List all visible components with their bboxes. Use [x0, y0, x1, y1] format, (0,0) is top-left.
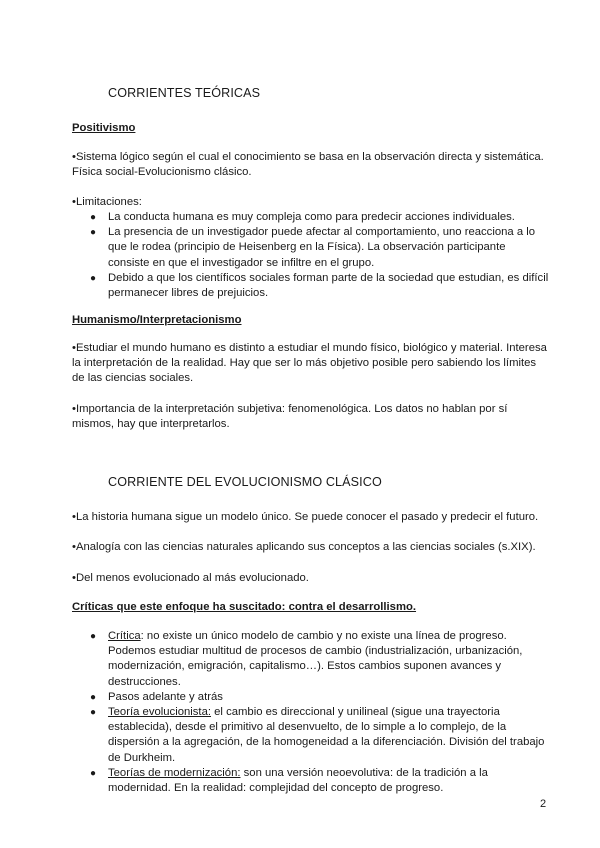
list-item: ● Crítica: no existe un único modelo de cambio y no existe una línea de progreso. Podemos estudiar multitud de procesos de cambio (industrialización, urbanización, modernización, emigración, capitalismo…). Estos cambios suponen avances y destrucciones.	[90, 630, 523, 688]
limitaciones-list	[0, 210, 550, 301]
evolucionismo-p2: •Analogía con las ciencias naturales aplicando sus conceptos a las ciencias sociales (s.XIX).	[72, 541, 536, 553]
evolucionismo-p1: •La historia humana sigue un modelo único. Se puede conocer el pasado y predecir el futuro.	[72, 511, 539, 523]
criticas-list	[0, 629, 550, 796]
positivismo-intro: •Sistema lógico según el cual el conocimiento se basa en la observación directa y sistemática. Física social-Evolucionismo clásico.	[72, 151, 544, 179]
bullet-icon: ●	[90, 227, 97, 239]
list-item: ● Pasos adelante y atrás	[0, 690, 550, 705]
bullet-icon: ●	[90, 707, 97, 719]
heading-corrientes-teoricas: CORRIENTES TEÓRICAS	[108, 86, 261, 100]
humanismo-p2: •Importancia de la interpretación subjetiva: fenomenológica. Los datos no hablan por sí mismos, hay que interpretarlos.	[72, 403, 508, 431]
list-item: ● Teorías de modernización: son una versión neoevolutiva: de la tradición a la modernidad. En la realidad: complejidad del concepto de progreso.	[90, 766, 488, 795]
list-item: ● Teoría evolucionista: el cambio es direccional y unilineal (sigue una trayectoria establecida), desde el primitivo al desenvuelto, de lo simple a lo complejo, de la dispersión a la agregación, de la homogeneidad a la diferenciación. División del trabajo de Durkheim.	[90, 706, 545, 764]
list-item: ● Debido a que los científicos sociales forman parte de la sociedad que estudian, es difícil permanecer libres de prejuicios.	[90, 271, 549, 300]
section-title-positivismo: Positivismo	[72, 122, 136, 134]
bullet-icon: ●	[90, 272, 97, 284]
bullet-icon: ●	[90, 631, 97, 642]
evolucionismo-p3: •Del menos evolucionado al más evolucionado.	[72, 572, 309, 584]
section-title-criticas: Críticas que este enfoque ha suscitado: contra el desarrollismo.	[72, 601, 417, 613]
bullet-icon: ●	[90, 767, 97, 779]
list-item: ● La presencia de un investigador puede afectar al comportamiento, uno reacciona a lo que le rodea (principio de Heisenberg en la Física). La observación participante consiste en que el investigador se infiltre en el grupo.	[90, 226, 536, 269]
section-title-humanismo: Humanismo/Interpretacionismo	[72, 314, 242, 326]
limitaciones-label: •Limitaciones:	[72, 196, 142, 208]
bullet-icon: ●	[90, 212, 97, 223]
humanismo-p1: •Estudiar el mundo humano es distinto a estudiar el mundo físico, biológico y material. Interesa la interpretación de la realidad. Hay que ser lo más objetivo posible pero sabiendo los límites de las ciencias sociales.	[72, 342, 547, 385]
heading-evolucionismo-clasico: CORRIENTE DEL EVOLUCIONISMO CLÁSICO	[108, 475, 382, 489]
list-item: ● La conducta humana es muy compleja como para predecir acciones individuales.	[0, 210, 550, 225]
bullet-icon: ●	[90, 691, 97, 703]
page-number: 2	[540, 798, 547, 810]
